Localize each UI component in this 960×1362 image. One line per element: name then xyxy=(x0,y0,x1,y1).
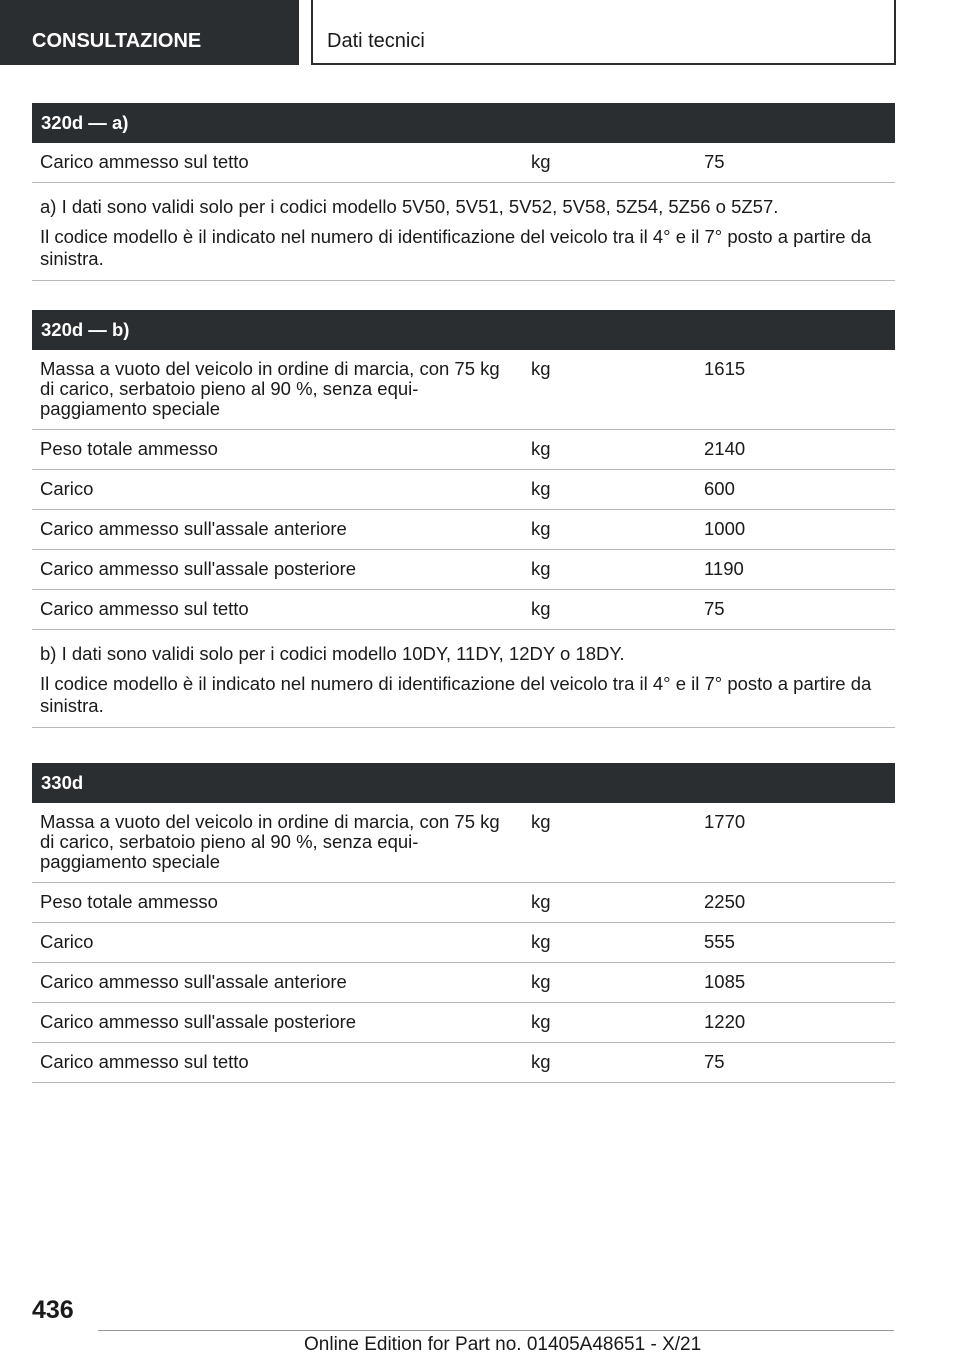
table-row xyxy=(32,590,895,630)
footnote-validity: a) I dati sono validi solo per i codici modello 5V50, 5V51, 5V52, 5V58, 5Z54, 5Z56 o 5Z57. xyxy=(40,196,779,217)
row-value: 2250 xyxy=(694,883,895,923)
table-row xyxy=(32,510,895,550)
row-unit: kg xyxy=(523,963,694,1003)
table-row xyxy=(32,883,895,923)
row-unit: kg xyxy=(523,803,694,883)
table-row xyxy=(32,923,895,963)
table-row xyxy=(32,803,895,883)
row-unit: kg xyxy=(523,430,694,470)
footer-divider xyxy=(98,1330,894,1331)
row-value: 600 xyxy=(694,470,895,510)
row-label: Carico ammesso sull'assale anteriore xyxy=(32,963,523,1003)
row-label: Carico ammesso sull'assale posteriore xyxy=(32,1003,523,1043)
table-row xyxy=(32,430,895,470)
spec-table-330d xyxy=(32,763,895,1083)
row-label: Carico xyxy=(32,923,523,963)
edition-note: Online Edition for Part no. 01405A48651 - X/21 xyxy=(304,1334,702,1355)
row-value: 1000 xyxy=(694,510,895,550)
row-unit: kg xyxy=(523,883,694,923)
spec-table-320d-b xyxy=(32,310,895,728)
row-unit: kg xyxy=(523,470,694,510)
table-row xyxy=(32,550,895,590)
row-value: 75 xyxy=(694,590,895,630)
row-label: Carico ammesso sul tetto xyxy=(32,590,523,630)
table-footnote xyxy=(32,630,895,728)
row-label: Massa a vuoto del veicolo in ordine di marcia, con 75 kg di carico, serbatoio pieno al 90 %, senza equi-paggiamento speciale xyxy=(32,803,523,883)
row-unit: kg xyxy=(523,550,694,590)
section-tab xyxy=(0,0,299,65)
row-label: Peso totale ammesso xyxy=(32,883,523,923)
row-unit: kg xyxy=(523,350,694,430)
footnote-model-code: Il codice modello è il indicato nel numero di identificazione del veicolo tra il 4° e il 7° posto a partire da sinistra. xyxy=(40,226,872,269)
section-title: CONSULTAZIONE xyxy=(32,30,202,52)
row-label: Massa a vuoto del veicolo in ordine di marcia, con 75 kg di carico, serbatoio pieno al 90 %, senza equi-paggiamento speciale xyxy=(32,350,523,430)
row-value: 1085 xyxy=(694,963,895,1003)
row-unit: kg xyxy=(523,1043,694,1083)
row-label: Carico ammesso sull'assale posteriore xyxy=(32,550,523,590)
table-row xyxy=(32,1003,895,1043)
table-row xyxy=(32,470,895,510)
row-unit: kg xyxy=(523,590,694,630)
row-unit: kg xyxy=(523,923,694,963)
row-unit: kg xyxy=(523,143,694,183)
row-unit: kg xyxy=(523,510,694,550)
row-value: 75 xyxy=(694,1043,895,1083)
row-value: 75 xyxy=(694,143,895,183)
chapter-tab xyxy=(311,0,896,65)
row-label: Peso totale ammesso xyxy=(32,430,523,470)
footnote-validity: b) I dati sono validi solo per i codici modello 10DY, 11DY, 12DY o 18DY. xyxy=(40,643,625,664)
table-footnote xyxy=(32,183,895,281)
spec-table-320d-a xyxy=(32,103,895,281)
table-title: 320d — b) xyxy=(32,310,895,350)
table-row xyxy=(32,350,895,430)
row-value: 1220 xyxy=(694,1003,895,1043)
table-header xyxy=(32,310,895,350)
row-unit: kg xyxy=(523,1003,694,1043)
row-label: Carico ammesso sul tetto xyxy=(32,1043,523,1083)
row-label: Carico ammesso sull'assale anteriore xyxy=(32,510,523,550)
chapter-title: Dati tecnici xyxy=(327,30,425,52)
table-row xyxy=(32,1043,895,1083)
table-header xyxy=(32,103,895,143)
table-row xyxy=(32,143,895,183)
row-value: 1615 xyxy=(694,350,895,430)
row-value: 2140 xyxy=(694,430,895,470)
row-value: 1190 xyxy=(694,550,895,590)
row-label: Carico ammesso sul tetto xyxy=(32,143,523,183)
row-value: 1770 xyxy=(694,803,895,883)
table-row xyxy=(32,963,895,1003)
table-title: 320d — a) xyxy=(32,103,895,143)
table-header xyxy=(32,763,895,803)
page-number: 436 xyxy=(32,1296,74,1324)
table-title: 330d xyxy=(32,763,895,803)
row-value: 555 xyxy=(694,923,895,963)
footnote-model-code: Il codice modello è il indicato nel numero di identificazione del veicolo tra il 4° e il 7° posto a partire da sinistra. xyxy=(40,673,872,716)
row-label: Carico xyxy=(32,470,523,510)
